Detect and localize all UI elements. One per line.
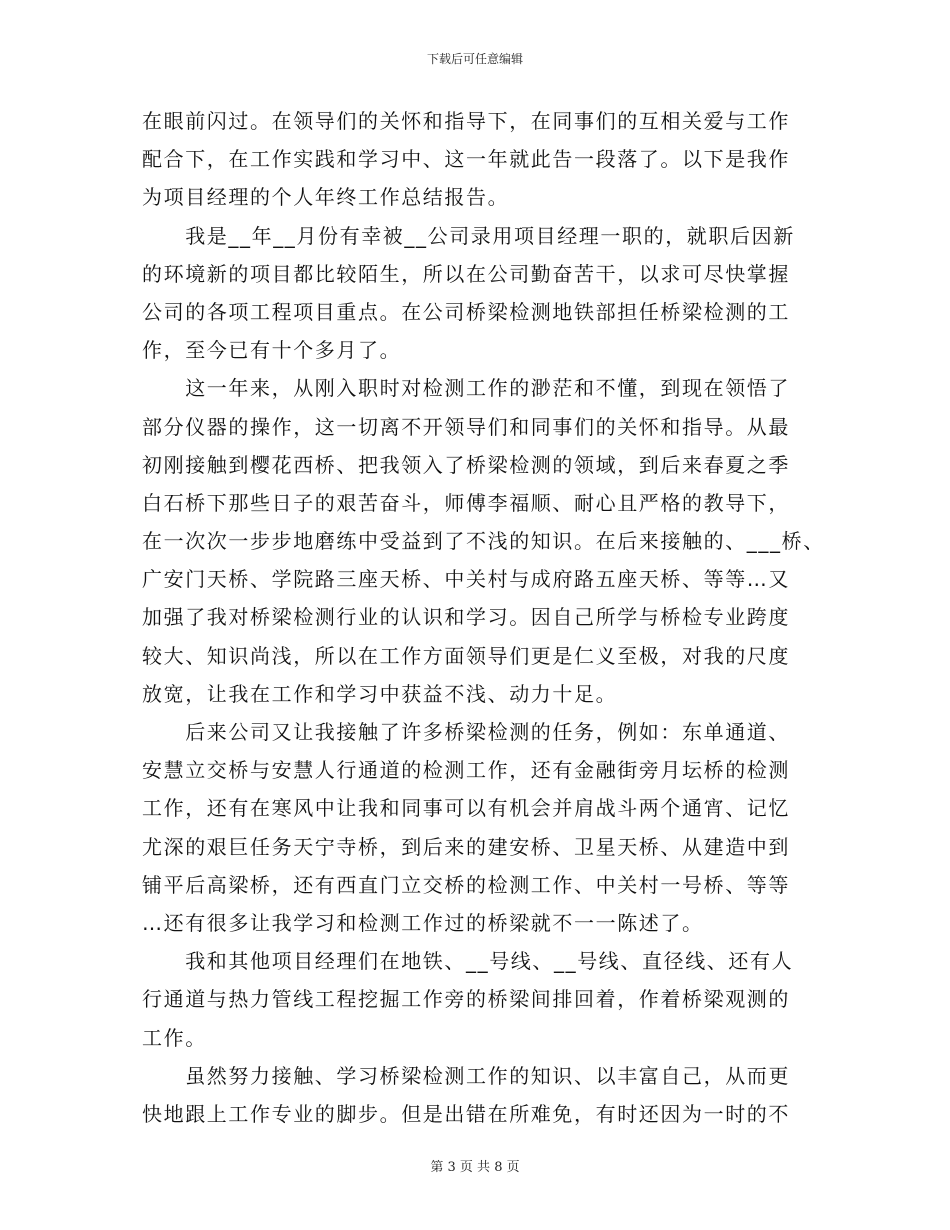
text-line: 我是__年__月份有幸被__公司录用项目经理一职的，就职后因新 [142,223,795,248]
text-line: 较大、知识尚浅，所以在工作方面领导们更是仁义至极，对我的尺度 [142,643,790,668]
text-line: 工作，还有在寒风中让我和同事可以有机会并肩战斗两个通宵、记忆 [142,796,790,821]
text-line: 虽然努力接触、学习桥梁检测工作的知识、以丰富自己，从而更 [142,1063,790,1088]
text-line: 的环境新的项目都比较陌生，所以在公司勤奋苦干，以求可尽快掌握 [142,261,790,286]
text-line: 铺平后高梁桥，还有西直门立交桥的检测工作、中关村一号桥、等等 [142,872,790,897]
text-line: 初刚接触到樱花西桥、把我领入了桥梁检测的领域，到后来春夏之季 [142,452,790,477]
text-line: 部分仪器的操作，这一切离不开领导们和同事们的关怀和指导。从最 [142,414,790,439]
text-line: 为项目经理的个人年终工作总结报告。 [142,185,510,210]
text-line: 尤深的艰巨任务天宁寺桥，到后来的建安桥、卫星天桥、从建造中到 [142,834,790,859]
text-line: 后来公司又让我接触了许多桥梁检测的任务，例如：东单通道、 [142,720,790,744]
text-line: 配合下，在工作实践和学习中、这一年就此告一段落了。以下是我作 [142,147,790,172]
text-line: 公司的各项工程项目重点。在公司桥梁检测地铁部担任桥梁检测的工 [142,299,790,324]
text-line: …还有很多让我学习和检测工作过的桥梁就不一一陈述了。 [142,910,704,935]
text-line: 在一次次一步步地磨练中受益到了不浅的知识。在后来接触的、___桥、 [142,529,825,554]
text-line: 白石桥下那些日子的艰苦奋斗，师傅李福顺、耐心且严格的教导下， [142,490,790,515]
text-line: 快地跟上工作专业的脚步。但是出错在所难免，有时还因为一时的不 [142,1101,790,1126]
text-line: 行通道与热力管线工程挖掘工作旁的桥梁间排回着，作着桥梁观测的 [142,987,790,1012]
text-line: 放宽，让我在工作和学习中获益不浅、动力十足。 [142,681,618,706]
text-line: 这一年来，从刚入职时对检测工作的渺茫和不懂，到现在领悟了 [142,376,790,401]
text-line: 我和其他项目经理们在地铁、__号线、__号线、直径线、还有人 [142,949,794,974]
text-line: 安慧立交桥与安慧人行通道的检测工作，还有金融街旁月坛桥的检测 [142,758,790,783]
page-footer: 第 3 页 共 8 页 [430,1160,520,1175]
text-line: 工作。 [142,1025,207,1050]
text-line: 广安门天桥、学院路三座天桥、中关村与成府路五座天桥、等等…又 [142,567,790,592]
text-line: 作，至今已有十个多月了。 [142,338,402,363]
text-line: 加强了我对桥梁检测行业的认识和学习。因自己所学与桥检专业跨度 [142,605,790,630]
text-line: 在眼前闪过。在领导们的关怀和指导下，在同事们的互相关爱与工作 [142,109,790,133]
page-header: 下载后可任意编辑 [426,52,523,66]
document-body [142,102,825,1133]
